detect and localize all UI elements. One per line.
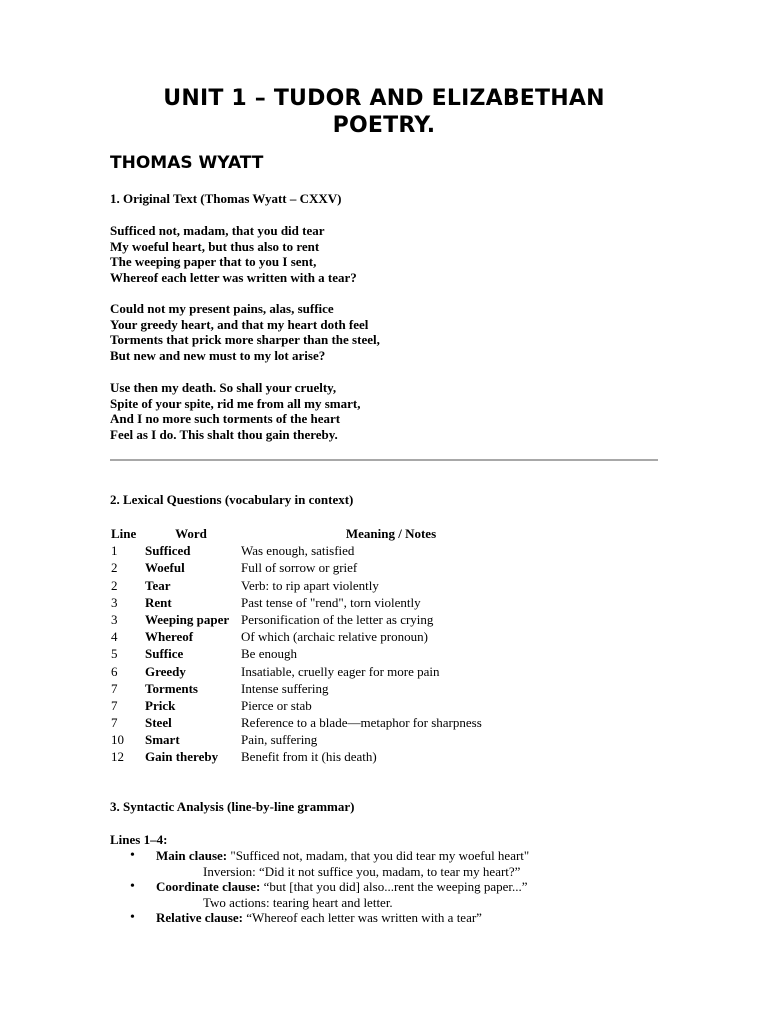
cell-word: Gain thereby [145, 749, 219, 765]
table-row [109, 664, 543, 681]
poem-line: Feel as I do. This shalt thou gain thereby. [110, 426, 338, 442]
cell-meaning: Past tense of "rend", torn violently [241, 594, 421, 610]
cell-meaning: Was enough, satisfied [241, 543, 355, 559]
cell-line: 6 [111, 663, 118, 679]
poem-stanza-3 [110, 380, 360, 442]
table-header-row [109, 526, 543, 543]
cell-word: Torments [145, 680, 198, 696]
poem-stanza-2 [110, 301, 380, 363]
section-2-heading [110, 492, 353, 510]
cell-line: 7 [111, 715, 118, 731]
section-3-heading [110, 799, 354, 817]
poem-line: Use then my death. So shall your cruelty, [110, 380, 337, 395]
table-row [109, 749, 543, 766]
poem-line: Whereof each letter was written with a tear? [110, 269, 357, 285]
bullet-label: Main clause: [156, 848, 228, 863]
cell-line: 5 [111, 646, 118, 662]
poem-line: Sufficed not, madam, that you did tear [110, 223, 325, 238]
table-row [109, 560, 543, 577]
cell-meaning: Pain, suffering [241, 732, 318, 748]
cell-meaning: Full of sorrow or grief [241, 560, 358, 576]
cell-line: 3 [111, 594, 118, 610]
bullet-text: “but [that you did] also...rent the weeping paper...” [260, 879, 528, 894]
bullet-subtext: Two actions: tearing heart and letter. [203, 894, 393, 910]
bullet-icon: • [130, 848, 135, 863]
bullet-text: "Sufficed not, madam, that you did tear my woeful heart" [227, 848, 530, 863]
column-header-word: Word [175, 526, 207, 541]
table-row [109, 629, 543, 646]
cell-meaning: Personification of the letter as crying [241, 611, 434, 627]
table-row [109, 715, 543, 732]
bullet-icon: • [130, 910, 135, 925]
table-row [109, 595, 543, 612]
table-body [109, 543, 543, 766]
page-title: UNIT 1 – TUDOR AND ELIZABETHAN POETRY. [163, 86, 605, 138]
cell-meaning: Of which (archaic relative pronoun) [241, 629, 428, 645]
poem-line: Your greedy heart, and that my heart doth feel [110, 316, 369, 332]
cell-word: Suffice [145, 646, 184, 662]
poem-line: Spite of your spite, rid me from all my smart, [110, 395, 361, 411]
cell-line: 10 [111, 732, 124, 748]
cell-meaning: Pierce or stab [241, 697, 312, 713]
lines-group-label: Lines 1–4: [110, 832, 168, 847]
bullet-label: Relative clause: [156, 910, 244, 925]
cell-meaning: Reference to a blade—metaphor for sharpness [241, 715, 482, 731]
cell-meaning: Insatiable, cruelly eager for more pain [241, 663, 440, 679]
table-row [109, 612, 543, 629]
bullet-text: “Whereof each letter was written with a tear” [243, 910, 482, 925]
table-row [109, 543, 543, 560]
cell-word: Woeful [145, 560, 185, 576]
table-row [109, 732, 543, 749]
poem-stanza-1 [110, 223, 357, 285]
cell-line: 12 [111, 749, 124, 765]
cell-word: Prick [145, 697, 176, 713]
cell-word: Weeping paper [145, 611, 230, 627]
cell-word: Tear [145, 577, 171, 593]
cell-word: Greedy [145, 663, 186, 679]
cell-word: Steel [145, 715, 172, 731]
cell-meaning: Intense suffering [241, 680, 329, 696]
section-1-heading-text: 1. Original Text (Thomas Wyatt – CXXV) [110, 191, 342, 206]
poem-line: But new and new must to my lot arise? [110, 347, 326, 363]
cell-line: 4 [111, 629, 118, 645]
cell-line: 1 [111, 543, 118, 559]
cell-meaning: Benefit from it (his death) [241, 749, 377, 765]
table-row [109, 681, 543, 698]
horizontal-divider [110, 459, 658, 461]
cell-word: Smart [145, 732, 180, 748]
cell-word: Rent [145, 594, 172, 610]
column-header-line: Line [111, 526, 137, 541]
cell-line: 7 [111, 680, 118, 696]
cell-word: Whereof [145, 629, 194, 645]
table-row [109, 578, 543, 595]
cell-word: Sufficed [145, 543, 191, 559]
poem-line: The weeping paper that to you I sent, [110, 254, 317, 270]
poem-line: My woeful heart, but thus also to rent [110, 238, 320, 254]
poem-line: Could not my present pains, alas, suffice [110, 301, 334, 316]
cell-meaning: Verb: to rip apart violently [241, 577, 379, 593]
cell-meaning: Be enough [241, 646, 297, 662]
column-header-meaning: Meaning / Notes [345, 526, 437, 541]
cell-line: 2 [111, 560, 118, 576]
bullet-label: Coordinate clause: [156, 879, 261, 894]
table-row [109, 698, 543, 715]
section-1-heading [110, 191, 341, 209]
bullet-subtext: Inversion: “Did it not suffice you, madam, to tear my heart?” [203, 863, 521, 879]
cell-line: 2 [111, 577, 118, 593]
table-row [109, 646, 543, 663]
cell-line: 3 [111, 611, 118, 627]
cell-line: 7 [111, 697, 118, 713]
bullet-icon: • [130, 879, 135, 894]
author-heading: THOMAS WYATT [110, 153, 264, 173]
vocabulary-table [109, 526, 543, 767]
poem-line: Torments that prick more sharper than the steel, [110, 332, 380, 348]
section-2-heading-text: 2. Lexical Questions (vocabulary in context) [110, 492, 354, 507]
section-3-heading-text: 3. Syntactic Analysis (line-by-line grammar) [110, 799, 355, 814]
poem-line: And I no more such torments of the heart [110, 411, 341, 427]
